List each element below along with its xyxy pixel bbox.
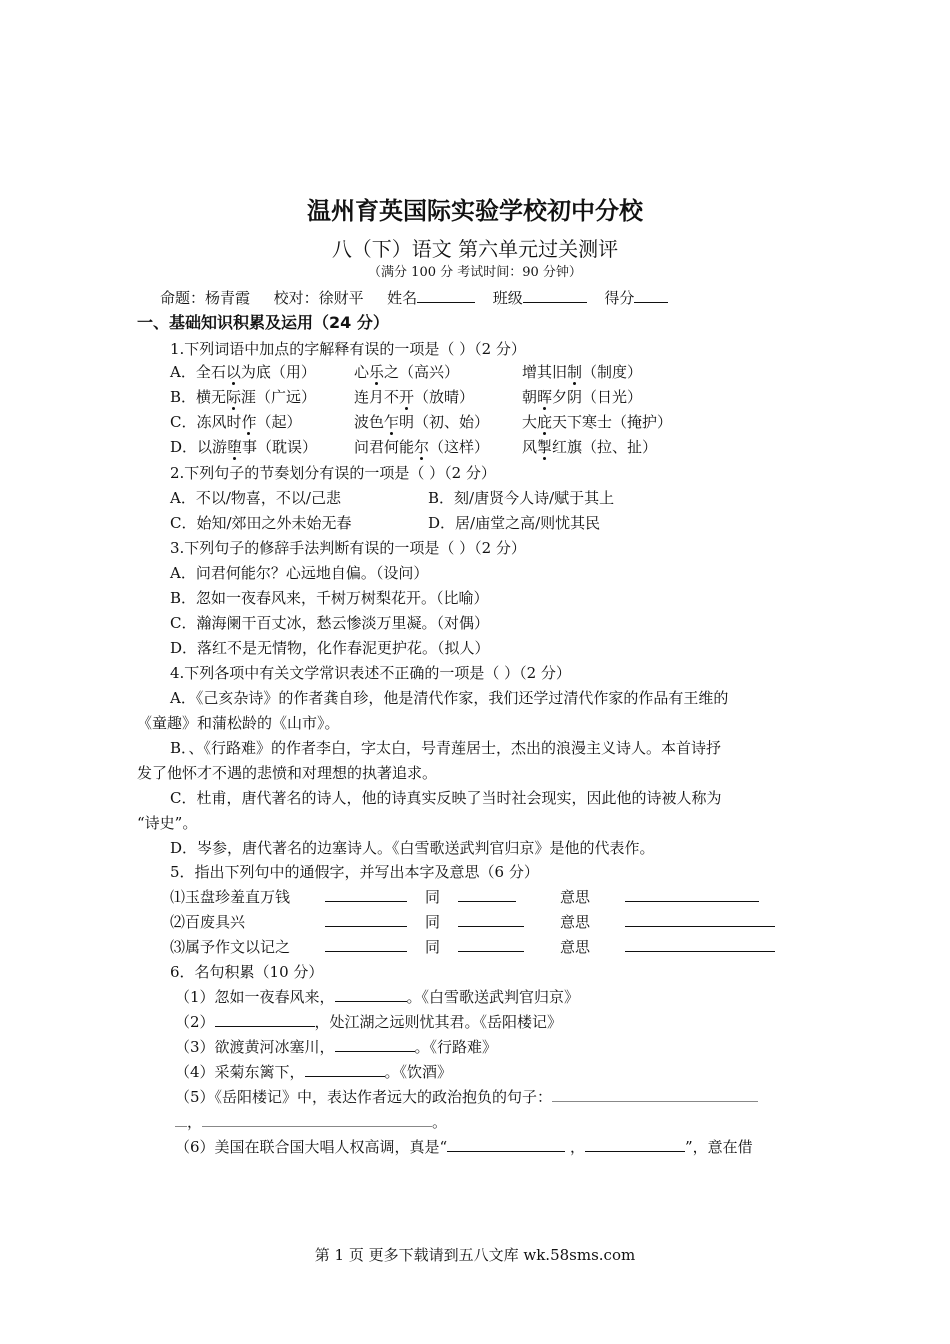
q2-option-b: B．刻/唐贤今人诗/赋于其上 xyxy=(428,489,615,507)
q5-item-1 xyxy=(170,887,870,907)
q6-item-4: （4）采菊东篱下， 。《饮酒》 xyxy=(175,1063,453,1081)
q6-blank-1[interactable] xyxy=(335,987,407,1002)
q2-row-1 xyxy=(170,488,870,508)
q4-option-a-line2: 《童趣》和蒲松龄的《山市》。 xyxy=(137,714,340,732)
q5-answer-1a[interactable] xyxy=(325,887,407,902)
q5-tong-3: 同 xyxy=(425,938,441,956)
proofreader: 校对：徐财平 xyxy=(273,289,364,307)
author-line xyxy=(160,288,668,308)
question-3: 3.下列句子的修辞手法判断有误的一项是（ ）（2 分） xyxy=(170,539,526,557)
q5-answer-2b[interactable] xyxy=(458,912,524,927)
q5-answer-1c[interactable] xyxy=(625,887,759,902)
q4-option-c-line1: C．杜甫，唐代著名的诗人，他的诗真实反映了当时社会现实，因此他的诗被人称为 xyxy=(170,789,722,807)
q2-option-a: A．不以/物喜，不以/己悲 xyxy=(170,489,341,507)
question-5: 5．指出下列句中的通假字，并写出本字及意思（6 分） xyxy=(170,863,539,881)
q2-option-c: C．始知/郊田之外未始无春 xyxy=(170,514,352,532)
question-2: 2.下列句子的节奏划分有误的一项是（ ）（2 分） xyxy=(170,464,496,482)
q2-option-d: D．居/庙堂之高/则忧其民 xyxy=(428,514,601,532)
q5-sentence-1: ⑴玉盘珍羞直万钱 xyxy=(170,888,291,906)
question-6: 6．名句积累（10 分） xyxy=(170,963,324,981)
q5-tong-1: 同 xyxy=(425,888,441,906)
name-label: 姓名 xyxy=(387,289,418,307)
question-1: 1.下列词语中加点的字解释有误的一项是（ ）（2 分） xyxy=(170,340,526,358)
q6-item-6: （6）美国在联合国大唱人权高调，真是“ ， ”，意在借 xyxy=(175,1138,753,1156)
q6-blank-6b[interactable] xyxy=(585,1137,685,1152)
class-field[interactable] xyxy=(523,288,587,303)
q5-answer-2a[interactable] xyxy=(325,912,407,927)
q2-row-2 xyxy=(170,513,870,533)
q3-option-a: A．问君何能尔？心远地自偏。（设问） xyxy=(170,564,429,582)
q1-option-b: B．横无际涯（广远） 连月不开（放晴） 朝晖夕阴（日光） xyxy=(170,388,643,406)
question-4: 4.下列各项中有关文学常识表述不正确的一项是（ ）（2 分） xyxy=(170,664,571,682)
q5-sentence-2: ⑵百废具兴 xyxy=(170,913,246,931)
q4-option-a-line1: A．《己亥杂诗》的作者龚自珍，他是清代作家，我们还学过清代作家的作品有王维的 xyxy=(170,689,729,707)
q3-option-b: B．忽如一夜春风来，千树万树梨花开。（比喻） xyxy=(170,589,489,607)
q6-blank-5a[interactable] xyxy=(552,1087,758,1102)
q5-sentence-3: ⑶属予作文以记之 xyxy=(170,938,291,956)
q5-answer-1b[interactable] xyxy=(458,887,516,902)
q5-tong-2: 同 xyxy=(425,913,441,931)
q6-item-5: （5）《岳阳楼记》中，表达作者远大的政治抱负的句子： xyxy=(175,1087,758,1107)
q5-answer-3c[interactable] xyxy=(625,937,775,952)
q4-option-d: D．岑参，唐代著名的边塞诗人。《白雪歌送武判官归京》是他的代表作。 xyxy=(170,839,655,857)
q5-meaning-2: 意思 xyxy=(560,913,591,931)
author: 命题：杨青霞 xyxy=(160,289,251,307)
q5-meaning-3: 意思 xyxy=(560,938,591,956)
score-label: 得分 xyxy=(604,289,635,307)
q6-blank-6a[interactable] xyxy=(447,1137,565,1152)
q5-answer-3a[interactable] xyxy=(325,937,407,952)
q6-item-1: （1）忽如一夜春风来， 。《白雪歌送武判官归京》 xyxy=(175,988,580,1006)
q6-item-2: （2） ，处江湖之远则忧其君。《岳阳楼记》 xyxy=(175,1013,563,1031)
page-footer: 第 1 页 更多下载请到五八文库 wk.58sms.com xyxy=(314,1246,636,1264)
q6-item-3: （3）欲渡黄河冰塞川， 。《行路难》 xyxy=(175,1038,498,1056)
q6-item-5-cont: ， 。 xyxy=(175,1112,447,1132)
q1-option-c: C．冻风时作（起） 波色乍明（初、始） 大庇天下寒士（掩护） xyxy=(170,413,673,431)
exam-note: （满分 100 分 考试时间：90 分钟） xyxy=(368,265,582,280)
name-field[interactable] xyxy=(417,288,475,303)
q6-blank-3[interactable] xyxy=(335,1037,415,1052)
q1-option-d: D．以游堕事（耽误） 问君何能尔（这样） 风掣红旗（拉、扯） xyxy=(170,438,658,456)
exam-title: 八（下）语文 第六单元过关测评 xyxy=(331,237,619,261)
q5-answer-2c[interactable] xyxy=(625,912,775,927)
class-label: 班级 xyxy=(492,289,523,307)
school-title: 温州育英国际实验学校初中分校 xyxy=(307,197,643,225)
q5-item-3 xyxy=(170,937,870,957)
q1-option-a: A．全石以为底（用） 心乐之（高兴） 增其旧制（制度） xyxy=(170,363,643,381)
score-field[interactable] xyxy=(634,288,668,303)
q4-option-b-line2: 发了他怀才不遇的悲愤和对理想的执著追求。 xyxy=(137,764,438,782)
section-heading: 一、基础知识积累及运用（24 分） xyxy=(137,313,389,332)
q5-answer-3b[interactable] xyxy=(458,937,524,952)
q5-item-2 xyxy=(170,912,870,932)
q6-blank-4[interactable] xyxy=(305,1062,385,1077)
q6-blank-5b[interactable] xyxy=(202,1112,432,1127)
q4-option-b-line1: B．、《行路难》的作者李白，字太白，号青莲居士，杰出的浪漫主义诗人。本首诗抒 xyxy=(170,739,722,757)
q3-option-c: C．瀚海阑干百丈冰，愁云惨淡万里凝。（对偶） xyxy=(170,614,489,632)
q3-option-d: D．落红不是无情物，化作春泥更护花。（拟人） xyxy=(170,639,490,657)
q4-option-c-line2: “诗史”。 xyxy=(137,814,198,832)
q5-meaning-1: 意思 xyxy=(560,888,591,906)
q6-blank-2[interactable] xyxy=(215,1012,315,1027)
